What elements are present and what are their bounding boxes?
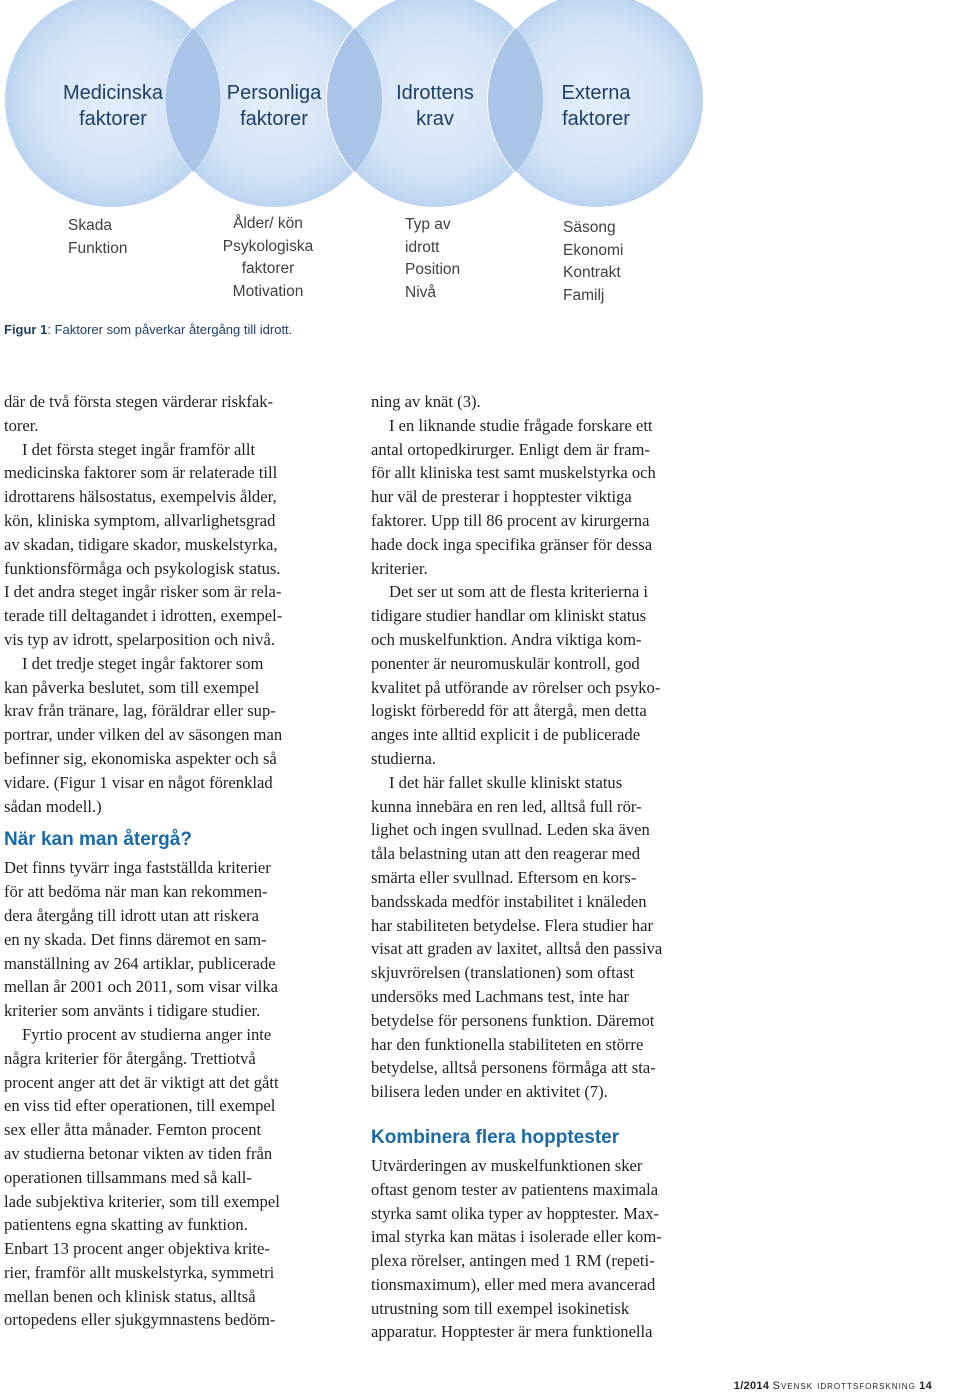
text-line: I det här fallet skulle kliniskt status (389, 772, 623, 792)
section-heading: När kan man återgå? (4, 829, 192, 851)
text-line: lade subjektiva kriterier, som till exempel (4, 1191, 280, 1211)
text-line: lighet och ingen svullnad. Leden ska även (371, 820, 650, 840)
text-line: operationen tillsammans med så kall- (4, 1167, 252, 1187)
text-line: en ny skada. Det finns däremot en sam- (4, 929, 267, 949)
text-line: skjuvrörelsen (translationen) som oftast (371, 963, 635, 983)
circle-label-line: Externa (561, 82, 631, 104)
paragraph (4, 652, 342, 819)
text-line: visat att graden av laxitet, alltså den passiva (371, 939, 663, 959)
text-line: plexa rörelser, antingen med 1 RM (repeti- (371, 1251, 655, 1271)
factor-item: Typ av (405, 216, 451, 233)
factor-item: faktorer (241, 260, 295, 277)
text-line: sådan modell.) (4, 796, 102, 816)
text-line: tåla belastning utan att den reagerar med (371, 844, 641, 864)
circle-label-idrottens (360, 80, 510, 132)
paragraph (4, 1023, 342, 1332)
factor-item: Motivation (232, 282, 304, 300)
text-line: I det första steget ingår framför allt (22, 439, 256, 459)
text-line: portrar, under vilken del av säsongen man (4, 725, 283, 745)
text-line: tionsmaximum), eller med mera avancerad (371, 1274, 656, 1294)
text-line: ponenter är neuromuskulär kontroll, god (371, 653, 640, 673)
text-line: I en liknande studie frågade forskare ett (389, 415, 653, 435)
text-line: terade till deltagandet i idrotten, exempel- (4, 606, 283, 626)
text-line: I det andra steget ingår risker som är rela- (4, 582, 282, 602)
text-line: kunna innebära en ren led, alltså full rör- (371, 796, 642, 816)
text-line: kvalitet på utförande av rörelser och psyko- (371, 677, 661, 697)
paragraph (4, 438, 342, 652)
text-line: en viss tid efter operationen, till exempel (4, 1096, 276, 1116)
footer-page-number: 14 (919, 1380, 932, 1392)
caption-label: Figur 1 (4, 322, 48, 337)
circle-label-line: Personliga (226, 82, 322, 104)
text-line: anges inte alltid explicit i de publicerade (371, 725, 641, 745)
text-line: dera återgång till idrott utan att riskera (4, 905, 259, 925)
footer-journal: Svensk idrottsforskning (772, 1380, 916, 1392)
factor-list-medicinska (68, 215, 127, 260)
factor-item: Funktion (68, 239, 128, 257)
text-line: betydelse, alltså personens förmåga att sta- (371, 1058, 656, 1078)
text-line: krav från tränare, lag, föräldrar eller sup- (4, 701, 276, 721)
text-line: Det ser ut som att de flesta kriterierna i (389, 582, 648, 602)
text-line: procent anger att det är viktigt att det gått (4, 1072, 279, 1092)
text-line: mellan år 2001 och 2011, som visar vilka (4, 977, 279, 997)
section-heading: Kombinera flera hopptester (371, 1126, 620, 1148)
text-line: Enbart 13 procent anger objektiva krite- (4, 1239, 270, 1259)
paragraph (371, 580, 709, 770)
factor-list-personliga (220, 213, 316, 303)
paragraph (4, 390, 342, 438)
text-line: kön, kliniska symptom, allvarlighetsgrad (4, 510, 276, 530)
text-line: vis typ av idrott, spelarposition och nivå. (4, 629, 275, 649)
factor-item: Position (405, 261, 461, 278)
text-line: befinner sig, ekonomiska aspekter och så (4, 748, 277, 768)
text-line: sex eller åtta månader. Femton procent (4, 1120, 262, 1140)
text-line: idrottarens hälsostatus, exempelvis ålder, (4, 487, 277, 507)
text-line: logiskt förberedd för att återgå, men detta (371, 701, 647, 721)
text-line: I det tredje steget ingår faktorer som (22, 653, 264, 673)
text-line: Utvärderingen av muskelfunktionen sker (371, 1155, 643, 1175)
text-line: där de två första stegen värderar riskfak- (4, 392, 274, 411)
figure-caption (4, 322, 292, 337)
text-line: vidare. (Figur 1 visar en något förenklad (4, 772, 273, 792)
text-line: smärta eller svullnad. Eftersom en kors- (371, 867, 637, 887)
figure-1 (0, 0, 960, 337)
text-line: medicinska faktorer som är relaterade till (4, 463, 278, 483)
text-line: och muskelfunktion. Andra viktiga kom- (371, 629, 642, 649)
circle-label-line: faktorer (562, 108, 630, 130)
text-line: tidigare studier handlar om kliniskt status (371, 606, 647, 626)
text-line: utrustning som till exempel isokinetisk (371, 1298, 630, 1318)
text-line: studierna. (371, 748, 436, 768)
circle-label-line: faktorer (79, 108, 147, 130)
factor-item: Nivå (405, 283, 437, 301)
factor-item: Säsong (563, 219, 616, 236)
text-line: har den funktionella stabiliteten en större (371, 1034, 644, 1054)
factor-item: Skada (68, 217, 112, 234)
text-line: oftast genom tester av patientens maximala (371, 1179, 659, 1199)
circle-label-externa (521, 80, 671, 132)
factor-item: Kontrakt (563, 264, 621, 281)
text-line: patientens egna skatting av funktion. (4, 1215, 248, 1235)
text-line: hade dock inga specifika gränser för dessa (371, 534, 653, 554)
text-line: manställning av 264 artiklar, publicerade (4, 953, 276, 973)
text-line: betydelse för personens funktion. Däremot (371, 1010, 655, 1030)
factor-item: Psykologiska (222, 237, 314, 255)
text-line: undersöks med Lachmans test, inte har (371, 986, 630, 1006)
text-line: Fyrtio procent av studierna anger inte (22, 1024, 272, 1044)
text-line: apparatur. Hopptester är mera funktionella (371, 1322, 653, 1342)
text-line: kriterier som använts i tidigare studier. (4, 1001, 261, 1021)
overlapping-circles-diagram (0, 0, 960, 310)
text-line: kan påverka beslutet, som till exempel (4, 677, 260, 697)
text-line: ortopedens eller sjukgymnastens bedöm- (4, 1310, 276, 1330)
text-line: styrka samt olika typer av hopptester. Max- (371, 1203, 660, 1223)
text-line: bandsskada medför instabilitet i knäleden (371, 891, 647, 911)
factor-item: Ekonomi (563, 241, 624, 259)
text-line: Det finns tyvärr inga fastställda kriterier (4, 858, 271, 878)
text-line: för allt kliniska test samt muskelstyrka och (371, 463, 656, 483)
footer-issue: 1/2014 (733, 1380, 770, 1392)
caption-text: : Faktorer som påverkar återgång till idrott. (47, 322, 293, 337)
paragraph (371, 414, 709, 581)
paragraph (371, 771, 709, 1104)
factor-item: idrott (405, 238, 440, 256)
circle-label-line: krav (416, 108, 454, 130)
text-line: kriterier. (371, 558, 428, 578)
factor-item: Ålder/ kön (233, 215, 303, 232)
page-footer (734, 1380, 932, 1392)
text-line: torer. (4, 415, 39, 435)
text-line: av studierna betonar vikten av tiden från (4, 1143, 273, 1163)
text-line: ning av knät (3). (371, 392, 481, 411)
paragraph (371, 390, 709, 414)
text-line: hur väl de presterar i hopptester viktiga (371, 487, 632, 507)
factor-list-idrottens (405, 214, 460, 304)
circle-label-personliga (199, 80, 349, 132)
text-line: faktorer. Upp till 86 procent av kirurgerna (371, 510, 650, 530)
circle-label-line: Idrottens (396, 82, 474, 104)
text-line: imal styrka kan mätas i isolerade eller kom- (371, 1227, 662, 1247)
right-column (371, 390, 709, 1344)
text-line: av skadan, tidigare skador, muskelstyrka, (4, 534, 278, 554)
text-line: för att bedöma när man kan rekommen- (4, 882, 268, 902)
paragraph (4, 856, 342, 1023)
text-line: funktionsförmåga och psykologisk status. (4, 558, 281, 578)
text-line: antal ortopedkirurger. Enligt dem är fram- (371, 439, 650, 459)
circle-label-line: Medicinska (62, 82, 164, 104)
text-line: bilisera leden under en aktivitet (7). (371, 1082, 608, 1102)
factor-list-externa (563, 217, 623, 307)
text-line: har stabiliteten betydelse. Flera studier har (371, 915, 653, 935)
text-line: rier, framför allt muskelstyrka, symmetri (4, 1262, 275, 1282)
text-line: mellan benen och klinisk status, alltså (4, 1286, 256, 1306)
circle-label-medicinska (38, 80, 188, 132)
circle-label-line: faktorer (240, 108, 308, 130)
left-column (4, 390, 342, 1332)
factor-item: Familj (563, 286, 605, 304)
text-line: några kriterier för återgång. Trettiotvå (4, 1048, 256, 1068)
paragraph (371, 1154, 709, 1344)
